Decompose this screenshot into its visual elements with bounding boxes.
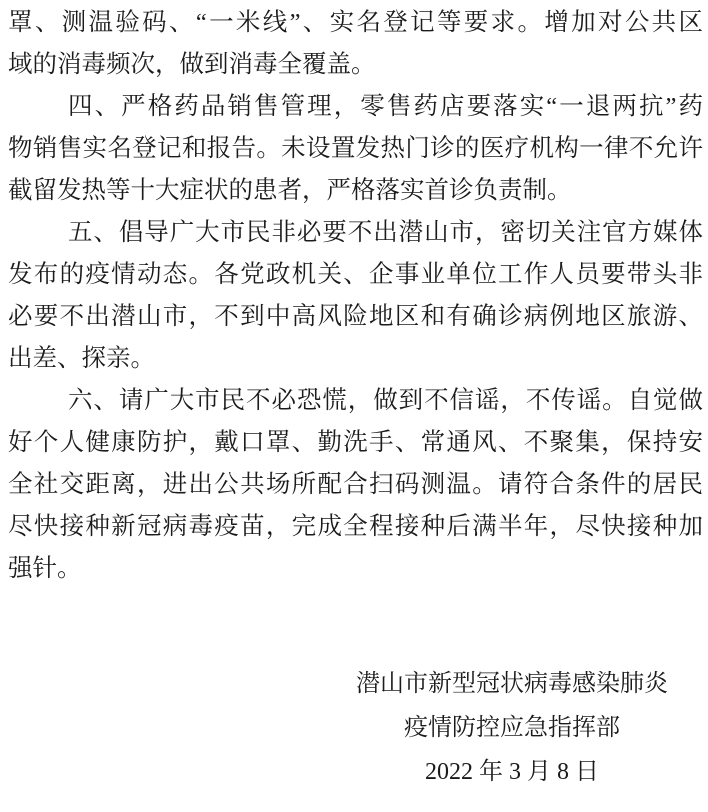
- signature-org-dept: 疫情防控应急指挥部: [404, 715, 620, 741]
- signature-date: 2022 年 3 月 8 日: [425, 759, 599, 785]
- body-text-line: 罩、测温验码、“一米线”、实名登记等要求。增加对公共区: [8, 9, 703, 36]
- body-text-line: 域的消毒频次，做到消毒全覆盖。: [8, 51, 376, 78]
- body-text-line: 强针。: [8, 555, 82, 582]
- body-text-line-item-6: 六、请广大市民不必恐慌，做到不信谣，不传谣。自觉做: [68, 387, 703, 414]
- signature-org-name: 潜山市新型冠状病毒感染肺炎: [356, 671, 668, 697]
- body-text-line: 截留发热等十大症状的患者，严格落实首诊负责制。: [8, 177, 572, 204]
- body-text-line: 全社交距离，进出公共场所配合扫码测温。请符合条件的居民: [8, 471, 703, 498]
- body-text-line: 物销售实名登记和报告。未设置发热门诊的医疗机构一律不允许: [8, 135, 703, 162]
- signature-block: [356, 662, 668, 794]
- body-text-line: 必要不出潜山市，不到中高风险地区和有确诊病例地区旅游、: [8, 303, 703, 330]
- notice-body: [8, 2, 703, 590]
- body-text-line: 好个人健康防护，戴口罩、勤洗手、常通风、不聚集，保持安: [8, 429, 703, 456]
- body-text-line: 出差、探亲。: [8, 345, 155, 372]
- body-text-line-item-4: 四、严格药品销售管理，零售药店要落实“一退两抗”药: [68, 93, 703, 120]
- body-text-line-item-5: 五、倡导广大市民非必要不出潜山市，密切关注官方媒体: [68, 219, 703, 246]
- body-text-line: 尽快接种新冠病毒疫苗，完成全程接种后满半年，尽快接种加: [8, 513, 703, 540]
- body-text-line: 发布的疫情动态。各党政机关、企事业单位工作人员要带头非: [8, 261, 703, 288]
